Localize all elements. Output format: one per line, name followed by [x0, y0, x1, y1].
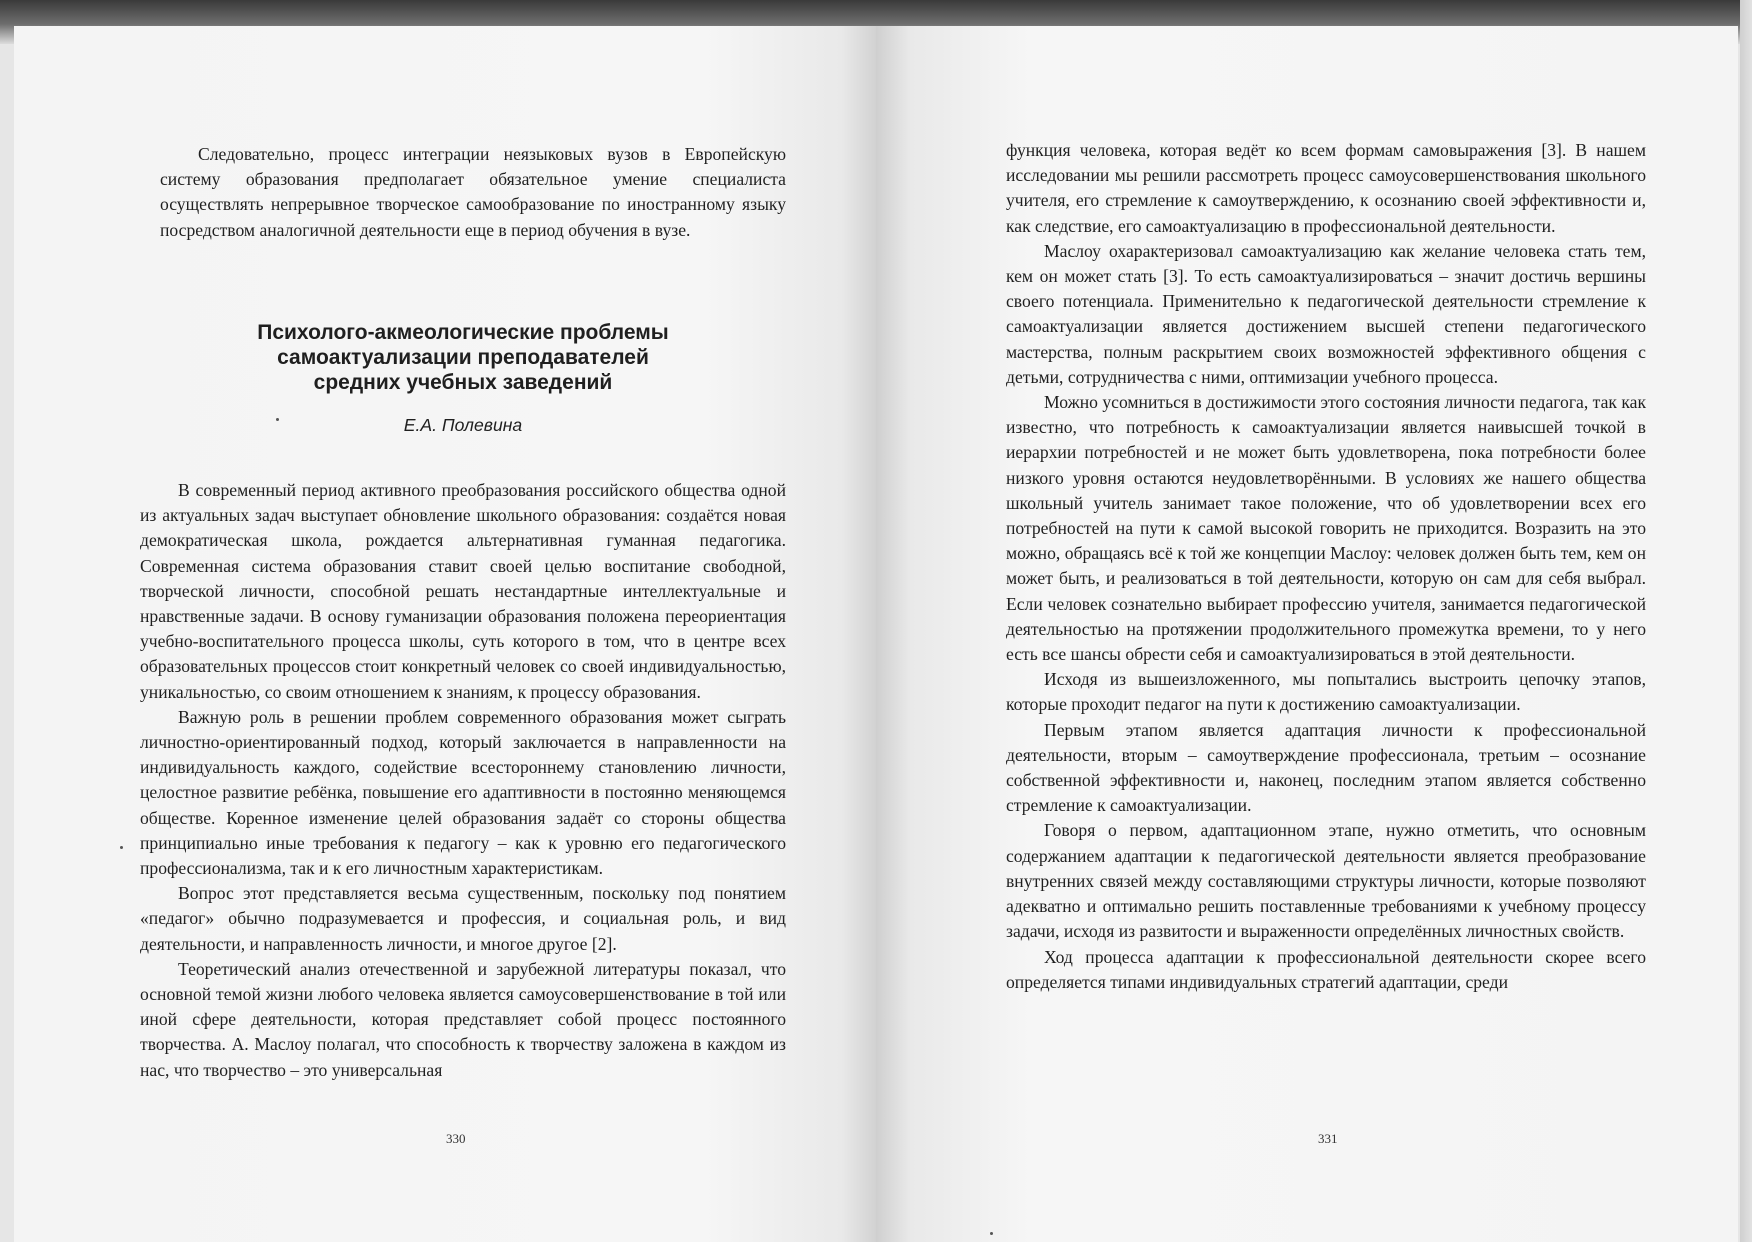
- page-number-left: 330: [446, 1131, 466, 1146]
- scan-speck: [120, 846, 123, 849]
- page-number-right: 331: [1318, 1131, 1338, 1146]
- scan-speck: [990, 1232, 993, 1235]
- paragraph: Теоретический анализ отечественной и зарубежной литературы показал, что основной темой жизни любого человека является самоусовершенствование в той или иной сфере деятельности, которая представляет собой процесс постоянного творчества. А. Маслоу полагал, что способность к творчеству заложена в каждом из нас, что творчество – это универсальная: [140, 958, 786, 1080]
- left-page-intro-text: [160, 142, 786, 243]
- paragraph: Первым этапом является адаптация личности к профессиональной деятельности, вторым – самоутверждение профессионала, третьим – осознание собственной эффективности и, наконец, последним этапом является собственно стремление к самоактуализации.: [1006, 719, 1646, 816]
- paragraph: Вопрос этот представляется весьма существенным, поскольку под понятием «педагог» обычно подразумевается и профессия, и социальная роль, и вид деятельности, и направленность личности, и многое другое [2].: [140, 883, 786, 954]
- paragraph: Исходя из вышеизложенного, мы попытались выстроить цепочку этапов, которые проходит педагог на пути к достижению самоактуализации.: [1006, 669, 1646, 715]
- paragraph: Ход процесса адаптации к профессиональной деятельности скорее всего определяется типами индивидуальных стратегий адаптации, среди: [1006, 946, 1646, 992]
- scan-speck: [276, 418, 279, 421]
- paragraph: функция человека, которая ведёт ко всем формам самовыражения [3]. В нашем исследовании мы решили рассмотреть процесс самоусовершенствования школьного учителя, его стремление к самоутверждению, к осознанию своей эффективности и, как следствие, его самоактуализацию в профессиональной деятельности.: [1006, 140, 1646, 236]
- article-title: Психолого-акмеологические проблемы самоактуализации преподавателей средних учебных заведений: [257, 321, 669, 394]
- paragraph: Можно усомниться в достижимости этого состояния личности педагога, так как известно, что потребность к самоактуализации является наивысшей точкой в иерархии потребностей и не может быть удовлетворена, пока потребности более низкого уровня остаются неудовлетворёнными. В условиях же нашего общества школьный учитель занимает такое положение, что об удовлетворении всех его потребностей на пути к самой высокой говорить не приходится. Возразить на это можно, обращаясь всё к той же концепции Маслоу: человек должен быть тем, кем он может быть, и реализоваться в той деятельности, которую он сам для себя выбрал. Если человек сознательно выбирает профессию учителя, занимается педагогической деятельностью на протяжении продолжительного промежутка времени, то у него есть все шансы обрести себя и самоактуализироваться в этой деятельности.: [1006, 392, 1646, 665]
- paragraph: В современный период активного преобразования российского общества одной из актуальных задач выступает обновление школьного образования: создаётся новая демократическая школа, рождается альтернативная гуманная педагогика. Современная система образования ставит своей целью воспитание свободной, творческой личности, способной решать нестандартные интеллектуальные и нравственные задачи. В основу гуманизации образования положена переориентация учебно-воспитательного процесса школы, суть которого в том, что в центре всех образовательных процессов стоит конкретный человек со своей индивидуальностью, уникальностью, со своим отношением к знаниям, к процессу образования.: [140, 480, 786, 702]
- paragraph: Говоря о первом, адаптационном этапе, нужно отметить, что основным содержанием адаптации к педагогической деятельности является преобразование внутренних связей между составляющими структуры личности, которые позволяют адекватно и оптимально решить поставленные требованиями к учебному процессу задачи, исходя из развитости и выраженности определённых личностных свойств.: [1006, 820, 1646, 942]
- scan-right-edge: [1740, 0, 1752, 1242]
- article-author: Е.А. Полевина: [403, 415, 523, 435]
- paragraph: Маслоу охарактеризовал самоактуализацию как желание человека стать тем, кем он может стать [3]. То есть самоактуализироваться – значит достичь вершины своего потенциала. Применительно к педагогической деятельности стремление к самоактуализации является достижением высшей степени педагогического мастерства, полным раскрытием своих возможностей эффективного общения с детьми, сотрудничества с ними, оптимизации учебного процесса.: [1006, 240, 1646, 387]
- left-page-body-text: [140, 478, 786, 1083]
- right-page-body-text: [1006, 138, 1646, 995]
- paragraph: Важную роль в решении проблем современного образования может сыграть личностно-ориентированный подход, который заключается в направленности на индивидуальность каждого, содействие всестороннему становлению личности, целостное развитие ребёнка, повышение его адаптивности в постоянно меняющемся обществе. Коренное изменение целей образования задаёт со стороны общества принципиально иные требования к педагогу – как к уровню его педагогического профессионализма, так и к его личностным характеристикам.: [140, 706, 786, 879]
- paragraph: Следовательно, процесс интеграции неязыковых вузов в Европейскую систему образования предполагает обязательное умение специалиста осуществлять непрерывное творческое самообразование по иностранному языку посредством аналогичной деятельности еще в период обучения в вузе.: [160, 144, 786, 240]
